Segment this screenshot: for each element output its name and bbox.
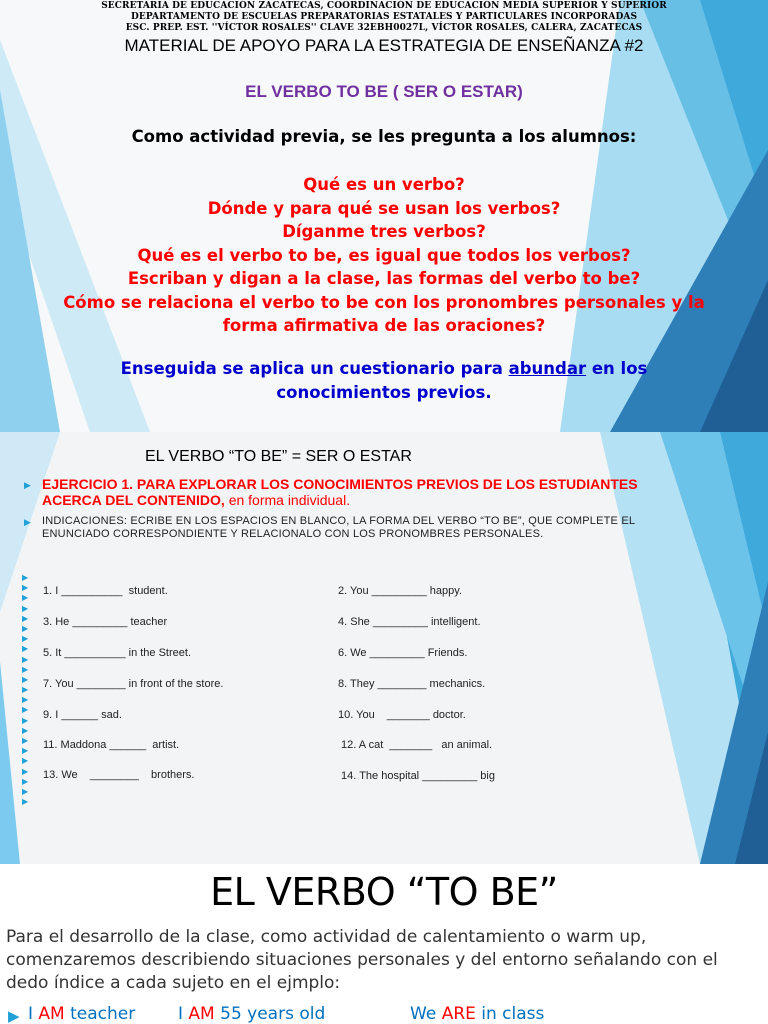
slide-intro <box>0 0 768 432</box>
arrow-bullet-icon: ▶ <box>22 736 29 745</box>
example-subject: We <box>410 1004 442 1024</box>
arrow-bullet-icon: ▶ <box>8 1008 20 1024</box>
example-phrase <box>410 1004 544 1024</box>
closing-line-2: conocimientos previos. <box>276 382 492 402</box>
question-item: Cómo se relaciona el verbo to be con los pronombres personales y la <box>63 292 705 312</box>
instructions-line-2: ENUNCIADO CORRESPONDIENTE Y RELACIONALO CON LOS PRONOMBRES PERSONALES. <box>42 528 544 540</box>
exercise-heading-line-1: EJERCICIO 1. PARA EXPLORAR LOS CONOCIMIENTOS PREVIOS DE LOS ESTUDIANTES <box>42 476 638 492</box>
exercise-item: 4. She _________ intelligent. <box>338 616 481 628</box>
arrow-bullet-icon: ▶ <box>22 695 29 705</box>
exercise-item: 7. You ________ in front of the store. <box>43 678 224 690</box>
arrow-bullet-icon: ▶ <box>22 664 29 674</box>
example-verb: AM <box>188 1004 215 1024</box>
exercise-item: 1. I __________ student. <box>43 585 168 597</box>
arrow-bullet-icon: ▶ <box>22 766 29 776</box>
arrow-bullet-icon: ▶ <box>22 725 29 735</box>
exercise-item: 8. They ________ mechanics. <box>338 678 486 690</box>
bullet-column <box>22 573 34 807</box>
instructions-line-1: INDICACIONES: ECRIBE EN LOS ESPACIOS EN BLANCO, LA FORMA DEL VERBO “TO BE”, QUE COMPLETE EL <box>42 515 636 527</box>
exercise-item: 9. I ______ sad. <box>43 709 122 721</box>
question-list <box>0 173 768 338</box>
closing-pre: Enseguida se aplica un cuestionario para <box>120 359 509 378</box>
arrow-bullet-icon: ▶ <box>22 705 29 715</box>
question-item: Díganme tres verbos? <box>282 222 486 241</box>
arrow-bullet-icon: ▶ <box>22 746 29 756</box>
example-subject: I <box>28 1004 39 1024</box>
slide-exercise <box>0 432 768 864</box>
arrow-bullet-icon: ▶ <box>22 715 29 725</box>
header-line-1: SECRETARIA DE EDUCACIÓN ZACATECAS, COORDINACIÓN DE EDUCACIÓN MEDIA SUPERIOR Y SUPERIOR <box>101 1 667 11</box>
exercise-item: 14. The hospital _________ big <box>338 770 495 782</box>
arrow-bullet-icon: ▶ <box>22 623 29 633</box>
arrow-bullet-icon: ▶ <box>22 756 29 766</box>
arrow-bullet-icon: ▶ <box>22 644 29 654</box>
slide-title: MATERIAL DE APOYO PARA LA ESTRATEGIA DE ENSEÑANZA #2 <box>124 36 644 55</box>
example-rest: 55 years old <box>214 1004 326 1024</box>
example-rest: in class <box>475 1004 545 1024</box>
question-item: Qué es el verbo to be, es igual que todos los verbos? <box>137 245 631 265</box>
slide-subtitle: EL VERBO TO BE ( SER O ESTAR) <box>245 82 523 101</box>
example-verb: AM <box>38 1004 65 1024</box>
arrow-bullet-icon: ▶ <box>22 797 29 807</box>
arrow-bullet-icon: ▶ <box>24 517 31 527</box>
arrow-bullet-icon: ▶ <box>22 786 29 796</box>
question-item: Escriban y digan a la clase, las formas del verbo to be? <box>127 269 641 288</box>
slide-to-be <box>0 864 768 1024</box>
exercise-item: 3. He _________ teacher <box>43 616 168 628</box>
abundar-link[interactable]: abundar <box>508 359 587 378</box>
arrow-bullet-icon: ▶ <box>24 480 31 490</box>
exercise-slide-title: EL VERBO “TO BE” = SER O ESTAR <box>145 448 412 465</box>
arrow-bullet-icon: ▶ <box>22 634 29 644</box>
exercise-item: 12. A cat _______ an animal. <box>338 739 493 751</box>
arrow-bullet-icon: ▶ <box>22 603 29 613</box>
question-item: forma afirmativa de las oraciones? <box>222 316 546 335</box>
arrow-bullet-icon: ▶ <box>22 685 29 695</box>
header-line-3: ESC. PREP. EST. ''VÍCTOR ROSALES'' CLAVE 32EBH0027L, VÍCTOR ROSALES, CALERA, ZACATECAS <box>125 23 643 33</box>
example-verb: ARE <box>441 1004 476 1024</box>
closing-text <box>0 357 768 404</box>
arrow-bullet-icon: ▶ <box>22 776 29 786</box>
example-phrase <box>178 1004 325 1024</box>
arrow-bullet-icon: ▶ <box>22 674 29 684</box>
exercise-item: 2. You _________ happy. <box>338 585 462 597</box>
exercise-item: 5. It __________ in the Street. <box>43 647 192 659</box>
exercise-item: 11. Maddona ______ artist. <box>43 739 180 751</box>
to-be-paragraph: Para el desarrollo de la clase, como actividad de calentamiento o warm up, comenzaremos describiendo situaciones personales y del entorno señalando con el dedo índice a cada sujeto en el ejmplo: <box>6 927 718 993</box>
example-phrase <box>28 1004 135 1024</box>
closing-post: en los <box>586 359 648 378</box>
exercise-heading-line-2: ACERCA DEL CONTENIDO, <box>42 492 229 508</box>
arrow-bullet-icon: ▶ <box>22 654 29 664</box>
example-rest: teacher <box>64 1004 136 1024</box>
previous-activity-text: Como actividad previa, se les pregunta a los alumnos: <box>131 127 637 146</box>
header-line-2: DEPARTAMENTO DE ESCUELAS PREPARATORIAS ESTATALES Y PARTICULARES INCORPORADAS <box>130 12 638 22</box>
example-subject: I <box>178 1004 189 1024</box>
arrow-bullet-icon: ▶ <box>22 593 29 603</box>
arrow-bullet-icon: ▶ <box>22 583 29 593</box>
question-item: Dónde y para qué se usan los verbos? <box>207 198 561 218</box>
instructions-text <box>42 515 742 541</box>
exercise-item: 10. You _______ doctor. <box>338 709 466 721</box>
arrow-bullet-icon: ▶ <box>22 573 29 582</box>
exercise-heading <box>42 476 742 508</box>
exercise-heading-note: en forma individual. <box>228 492 351 508</box>
question-item: Qué es un verbo? <box>303 175 465 194</box>
arrow-bullet-icon: ▶ <box>22 613 29 623</box>
to-be-title: EL VERBO “TO BE” <box>210 870 558 914</box>
exercise-item: 13. We ________ brothers. <box>43 769 195 781</box>
exercise-item: 6. We _________ Friends. <box>338 647 468 659</box>
